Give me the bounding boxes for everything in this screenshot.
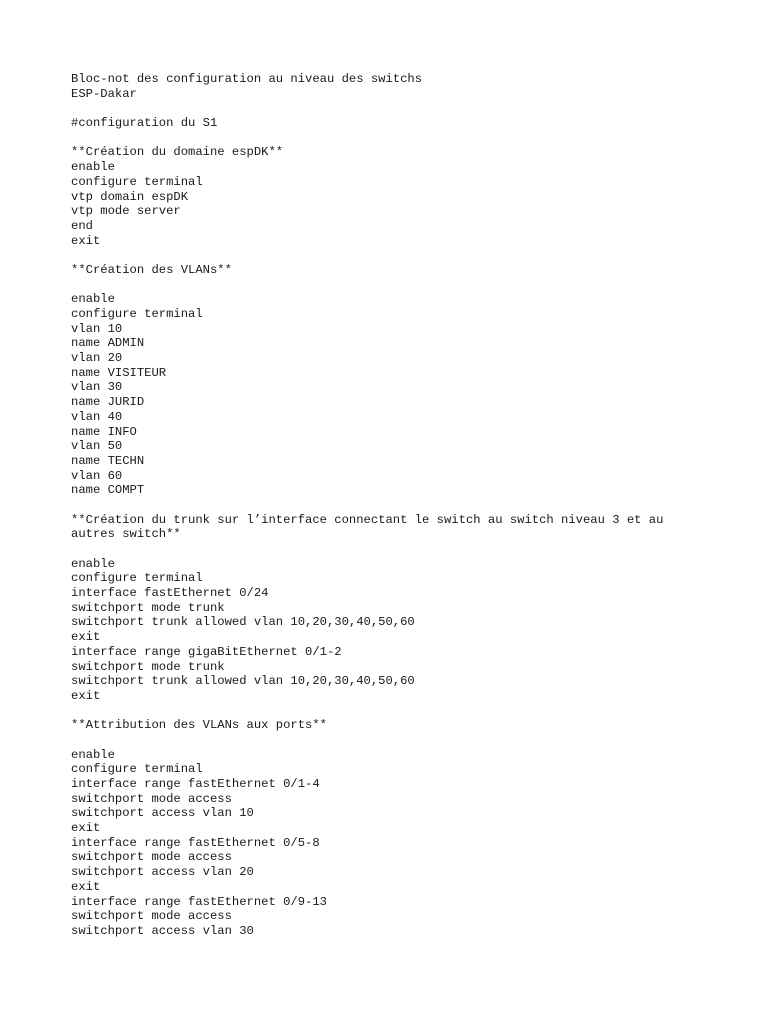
text-line: switchport mode access <box>71 909 232 924</box>
text-line: switchport mode access <box>71 791 232 806</box>
text-line: vlan 40 <box>71 409 123 424</box>
blank-line <box>71 101 731 116</box>
text-line: name INFO <box>71 424 137 439</box>
document-text <box>71 72 731 939</box>
text-line: interface fastEthernet 0/24 <box>71 586 269 601</box>
text-line: switchport mode trunk <box>71 600 225 615</box>
text-line: configure terminal <box>71 307 203 321</box>
text-line: exit <box>71 233 101 248</box>
blank-line <box>71 278 731 293</box>
text-line: interface range fastEthernet 0/5-8 <box>71 835 320 850</box>
blank-line <box>71 498 731 513</box>
blank-line <box>71 131 731 146</box>
text-line: vlan 10 <box>71 321 123 336</box>
text-line: switchport access vlan 10 <box>71 806 254 821</box>
text-line: interface range gigaBitEthernet 0/1-2 <box>71 644 342 659</box>
text-line: ESP-Dakar <box>71 86 137 101</box>
text-line: switchport trunk allowed vlan 10,20,30,40,50,60 <box>71 615 415 630</box>
text-line: enable <box>71 160 115 175</box>
text-line: enable <box>71 292 115 307</box>
text-line: exit <box>71 688 101 703</box>
text-line: configure terminal <box>71 762 203 777</box>
text-line: #configuration du S1 <box>71 116 218 131</box>
text-line: vtp domain espDK <box>71 189 189 204</box>
blank-line <box>71 248 731 263</box>
text-line: exit <box>71 630 101 645</box>
text-line: vlan 60 <box>71 468 123 483</box>
text-line: name COMPT <box>71 483 145 498</box>
text-line: name ADMIN <box>71 336 145 351</box>
text-line: switchport trunk allowed vlan 10,20,30,40,50,60 <box>71 674 415 689</box>
text-line: configure terminal <box>71 174 203 189</box>
text-line: **Création du trunk sur l’interface connectant le switch au switch niveau 3 et au <box>71 512 664 527</box>
blank-line <box>71 542 731 557</box>
text-line: **Création des VLANs** <box>71 262 232 277</box>
text-line: switchport access vlan 20 <box>71 865 254 880</box>
text-line: name JURID <box>71 395 145 410</box>
text-line: Bloc-not des configuration au niveau des switchs <box>71 72 423 86</box>
text-line: name TECHN <box>71 453 145 468</box>
text-line: exit <box>71 821 101 836</box>
text-line: vtp mode server <box>71 204 181 219</box>
text-line: enable <box>71 747 115 762</box>
text-line: switchport mode trunk <box>71 659 225 674</box>
text-line: interface range fastEthernet 0/1-4 <box>71 777 320 791</box>
text-line: exit <box>71 879 101 894</box>
text-line: vlan 30 <box>71 380 123 395</box>
text-line: vlan 20 <box>71 351 123 366</box>
text-line: switchport mode access <box>71 850 232 865</box>
blank-line <box>71 704 731 719</box>
text-line: **Attribution des VLANs aux ports** <box>71 718 327 733</box>
text-line: vlan 50 <box>71 439 123 454</box>
text-line: end <box>71 218 93 233</box>
text-line: autres switch** <box>71 527 181 542</box>
text-line: interface range fastEthernet 0/9-13 <box>71 894 327 909</box>
text-line: switchport access vlan 30 <box>71 923 254 938</box>
blank-line <box>71 733 731 748</box>
text-line: configure terminal <box>71 571 203 586</box>
text-line: name VISITEUR <box>71 365 167 380</box>
text-line: **Création du domaine espDK** <box>71 145 284 160</box>
text-line: enable <box>71 556 115 571</box>
